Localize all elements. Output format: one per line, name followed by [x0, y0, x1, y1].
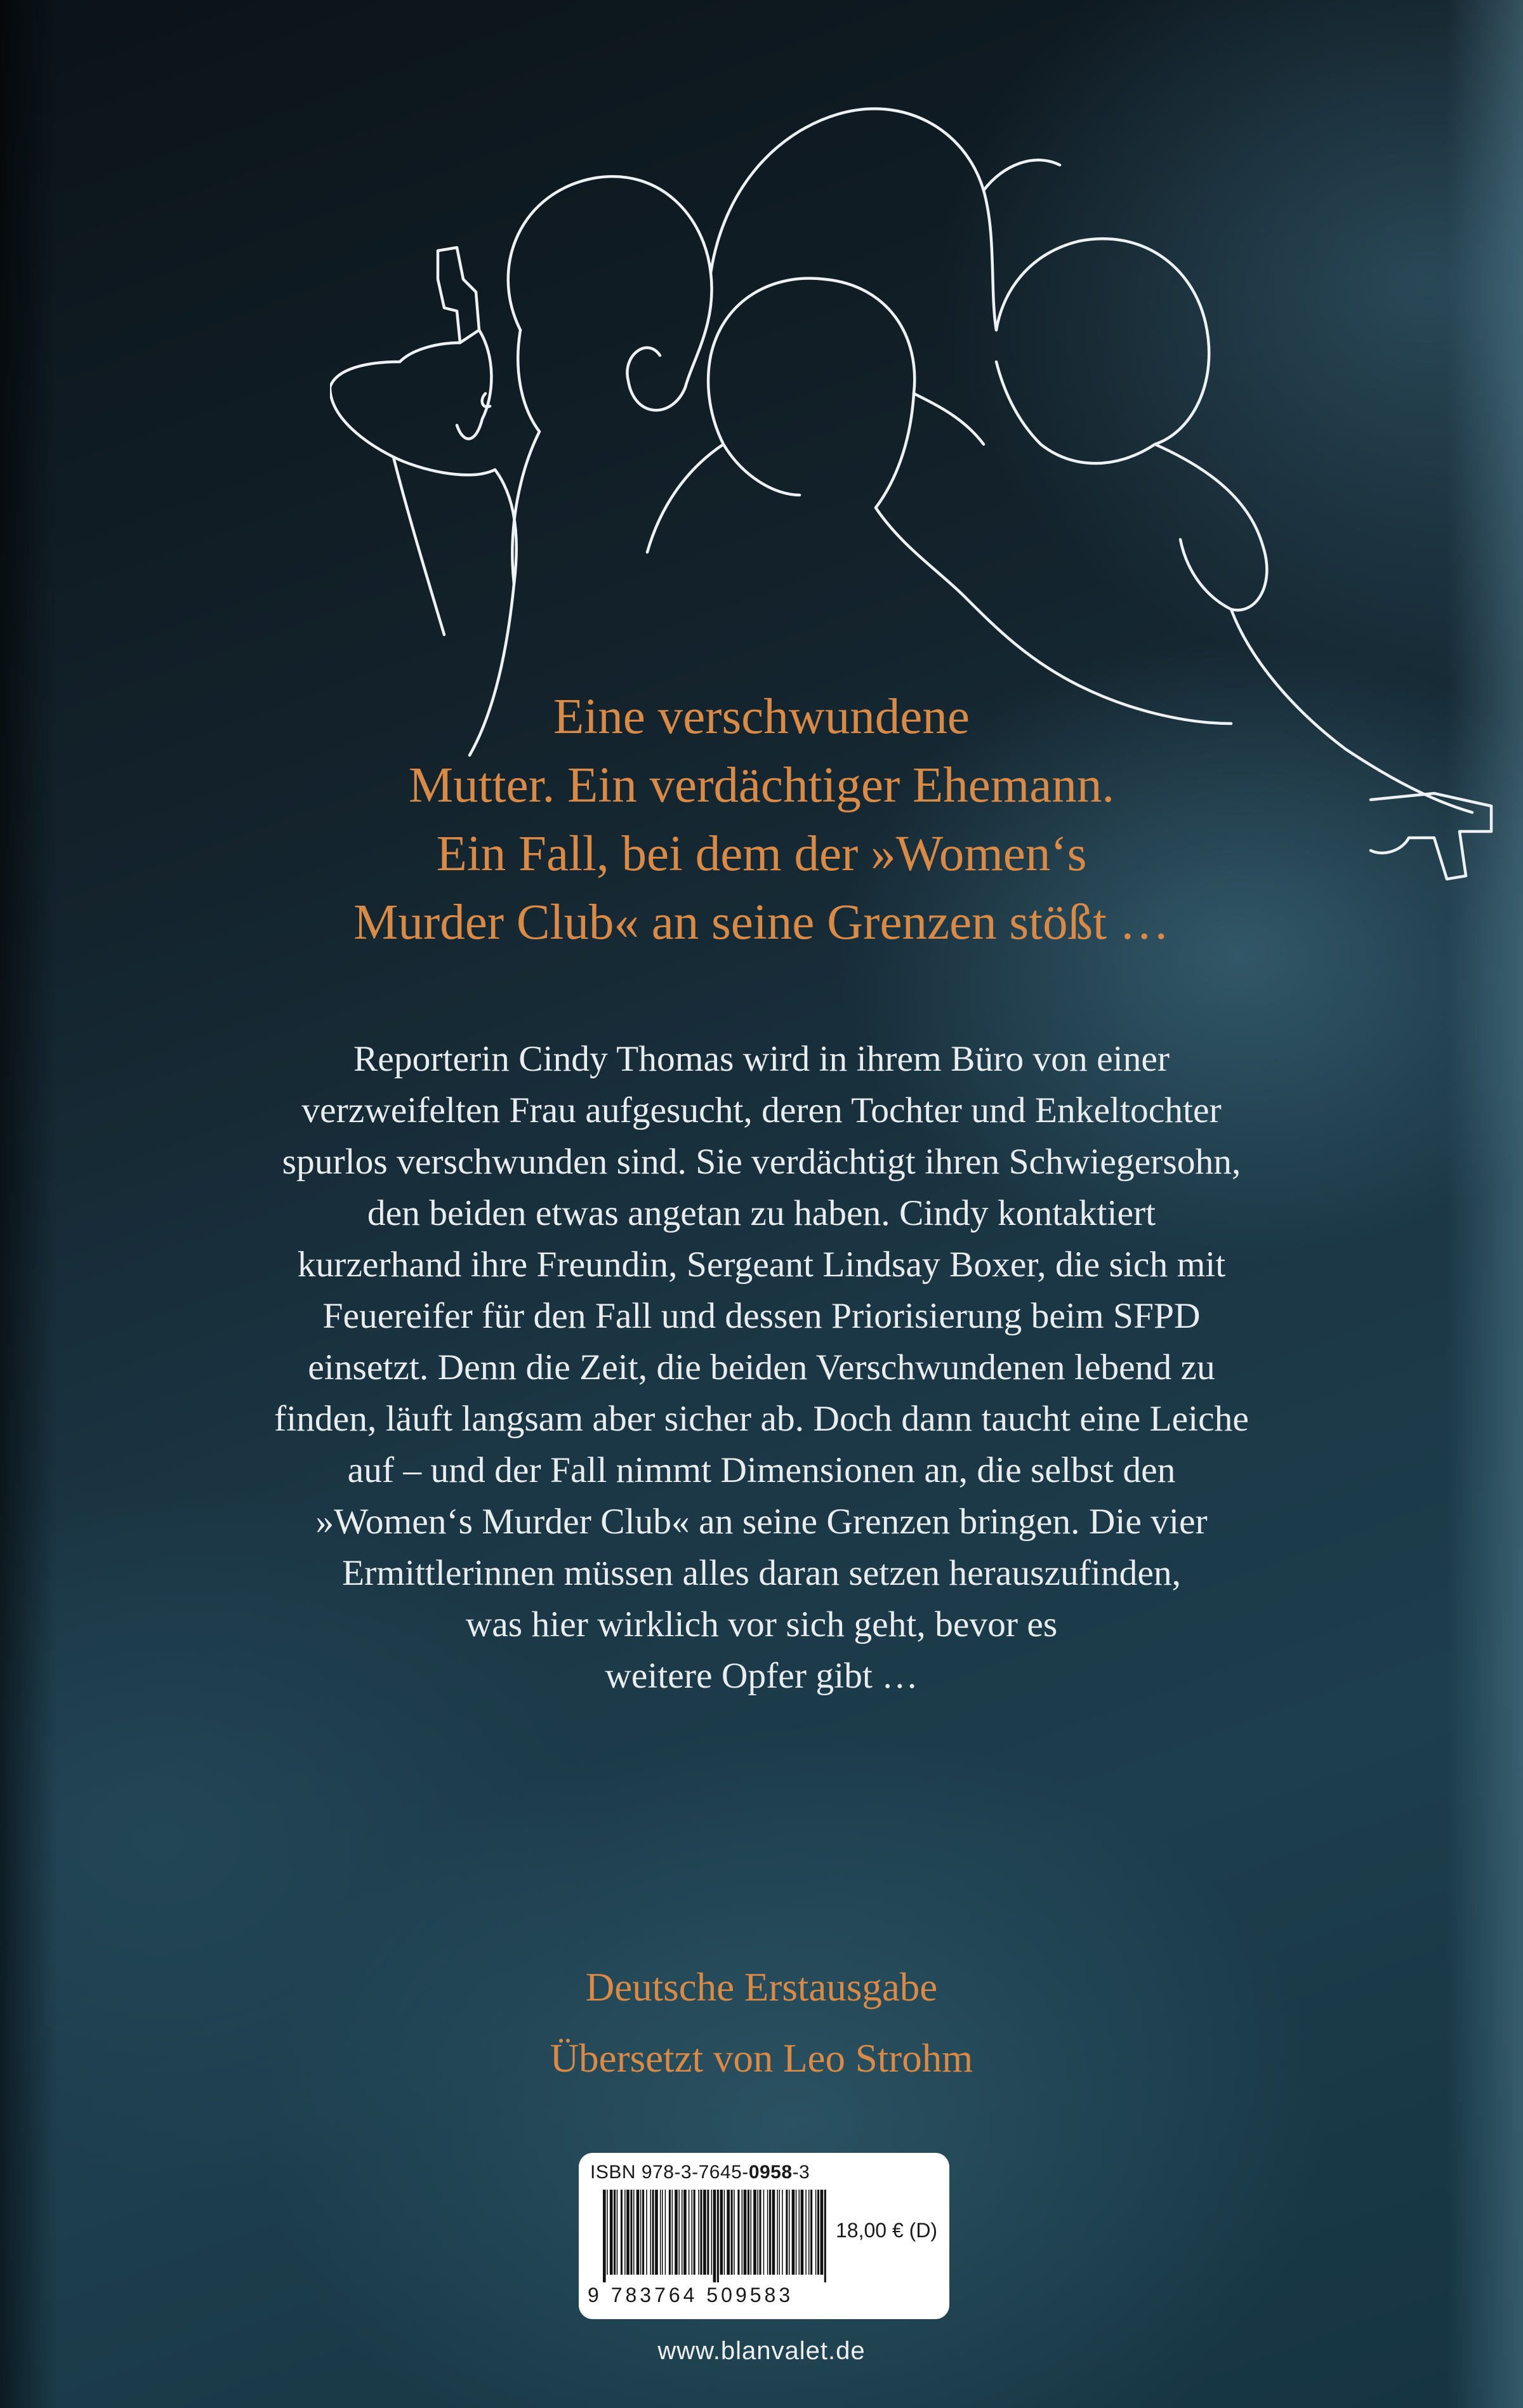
blurb-line: verzweifelten Frau aufgesucht, deren Tochter und Enkeltochter	[301, 1090, 1222, 1130]
back-woman-hair-right	[984, 160, 1060, 190]
blurb-line: Ermittlerinnen müssen alles daran setzen herauszufinden,	[341, 1553, 1182, 1593]
barcode-bar	[734, 2190, 735, 2275]
barcode-bar	[707, 2190, 709, 2275]
blurb-line: weitere Opfer gibt …	[605, 1656, 918, 1696]
barcode-bar	[610, 2190, 613, 2275]
barcode-bar	[753, 2190, 756, 2275]
back-woman-outline	[711, 109, 996, 330]
price: 18,00 € (D)	[836, 2219, 938, 2242]
barcode-bar	[748, 2190, 749, 2275]
barcode-bar	[815, 2190, 817, 2275]
barcode-bar	[751, 2190, 752, 2275]
barcode-bar	[808, 2190, 810, 2275]
blurb-line: auf – und der Fall nimmt Dimensionen an, die selbst den	[347, 1450, 1176, 1490]
barcode-bar	[665, 2190, 666, 2275]
barcode-bar	[626, 2190, 630, 2275]
blurb-line: spurlos verschwunden sind. Sie verdächtigt ihren Schwiegersohn,	[282, 1142, 1241, 1182]
edition-info	[317, 1952, 1206, 2094]
barcode-bar	[717, 2190, 719, 2282]
barcode-bar	[703, 2190, 706, 2275]
barcode-bar	[617, 2190, 618, 2275]
tagline	[190, 683, 1333, 957]
barcode-bar	[731, 2190, 733, 2275]
barcode-bar	[662, 2190, 663, 2275]
barcode-bar	[700, 2190, 702, 2275]
barcode-bar	[757, 2190, 758, 2275]
barcode-bar	[720, 2190, 723, 2275]
edition-label: Deutsche Erstausgabe	[585, 1965, 938, 2009]
barcode-bar	[650, 2190, 651, 2275]
barcode-bar	[694, 2190, 696, 2275]
barcode-bar	[660, 2190, 661, 2275]
blurb-line: »Women‘s Murder Club« an seine Grenzen bringen. Die vier	[315, 1502, 1208, 1542]
tagline-line: Murder Club« an seine Grenzen stößt …	[353, 895, 1170, 950]
barcode-bar	[801, 2190, 804, 2275]
blurb-line: einsetzt. Denn die Zeit, die beiden Verschwundenen lebend zu	[308, 1347, 1215, 1387]
barcode-bar	[672, 2190, 673, 2275]
blurb-line: Reporterin Cindy Thomas wird in ihrem Büro von einer	[353, 1039, 1170, 1079]
barcode-bar	[767, 2190, 768, 2275]
blurb-line: finden, läuft langsam aber sicher ab. Doch dann taucht eine Leiche	[274, 1399, 1249, 1439]
barcode-bar	[614, 2190, 616, 2275]
publisher-website: www.blanvalet.de	[657, 2337, 866, 2365]
front-woman-hair	[708, 355, 800, 495]
barcode-bar	[655, 2190, 658, 2275]
front-woman-shoulder-left	[647, 444, 723, 552]
right-woman-shoulder	[1155, 444, 1267, 610]
barcode-bar	[810, 2190, 812, 2275]
barcode-bar	[646, 2190, 647, 2275]
barcode-icon	[603, 2190, 827, 2282]
barcode-bar	[821, 2190, 824, 2275]
barcode-bar	[675, 2190, 678, 2275]
tagline-line: Eine verschwundene	[553, 689, 970, 744]
blurb	[95, 1033, 1428, 1702]
barcode-bar	[713, 2190, 716, 2282]
left-woman-wrist	[457, 330, 491, 439]
left-woman-hand	[330, 343, 460, 635]
barcode-bar	[621, 2190, 623, 2275]
barcode-bar	[737, 2190, 739, 2275]
barcode-bar	[692, 2190, 693, 2275]
barcode-bar	[792, 2190, 795, 2275]
barcode-box	[579, 2153, 949, 2319]
blurb-line: den beiden etwas angetan zu haben. Cindy kontaktiert	[367, 1193, 1156, 1233]
barcode-bar	[772, 2190, 775, 2275]
barcode-bar	[682, 2190, 683, 2275]
barcode-bar	[711, 2190, 713, 2275]
barcode-bar	[724, 2190, 725, 2275]
isbn-text	[590, 2162, 810, 2183]
tagline-line: Mutter. Ein verdächtiger Ehemann.	[408, 758, 1115, 813]
barcode-bar	[742, 2190, 743, 2275]
isbn-prefix: ISBN 978-3-7645-	[590, 2162, 749, 2183]
barcode-bar	[744, 2190, 747, 2275]
barcode-bar	[786, 2190, 788, 2275]
barcode-bar	[607, 2190, 608, 2275]
tagline-line: Ein Fall, bei dem der »Women‘s	[436, 826, 1087, 882]
blurb-line: kurzerhand ihre Freundin, Sergeant Lindsay Boxer, die sich mit	[297, 1245, 1226, 1285]
barcode-bar	[642, 2190, 644, 2275]
barcode-bar	[636, 2190, 640, 2275]
barcode-bar	[630, 2190, 632, 2275]
barcode-bar	[779, 2190, 780, 2275]
blurb-line: Feuereifer für den Fall und dessen Priorisierung beim SFPD	[322, 1296, 1201, 1336]
cover-shadow-left	[0, 0, 57, 2408]
barcode-bar	[817, 2190, 819, 2275]
front-woman-head	[711, 279, 914, 508]
barcode-bar	[633, 2190, 635, 2275]
lowered-gun-icon	[1371, 793, 1491, 879]
barcode-bar	[669, 2190, 671, 2275]
barcode-bar	[798, 2190, 800, 2275]
barcode-bar	[624, 2190, 626, 2275]
barcode-digits: 9 783764 509583	[588, 2284, 794, 2306]
isbn-suffix: -3	[792, 2162, 810, 2183]
raised-gun-icon	[438, 248, 479, 343]
barcode-bar	[805, 2190, 807, 2275]
barcode-bar	[698, 2190, 699, 2275]
barcode-bar	[796, 2190, 797, 2275]
back-woman-neck	[914, 394, 984, 444]
translator-credit: Übersetzt von Leo Strohm	[550, 2036, 973, 2081]
barcode-bar	[678, 2190, 680, 2275]
left-woman-hair	[627, 348, 685, 411]
barcode-bar	[763, 2190, 765, 2275]
barcode-bar	[777, 2190, 778, 2275]
right-woman-hair	[996, 362, 1155, 463]
barcode-bar	[789, 2190, 790, 2275]
isbn-bold-part: 0958	[748, 2162, 793, 2183]
barcode-bar	[727, 2190, 730, 2275]
barcode-bar	[603, 2190, 606, 2282]
left-woman-head-outline	[508, 176, 712, 387]
barcode-bar	[769, 2190, 771, 2275]
barcode-bar	[689, 2190, 690, 2275]
barcode-bar	[683, 2190, 687, 2275]
barcode-bar	[782, 2190, 783, 2275]
barcode-bar	[759, 2190, 761, 2275]
barcode-bar	[824, 2190, 826, 2282]
blurb-line: was hier wirklich vor sich geht, bevor es	[465, 1604, 1058, 1644]
barcode-bar	[640, 2190, 642, 2275]
right-woman-outline	[996, 239, 1209, 444]
barcode-bar	[652, 2190, 654, 2275]
